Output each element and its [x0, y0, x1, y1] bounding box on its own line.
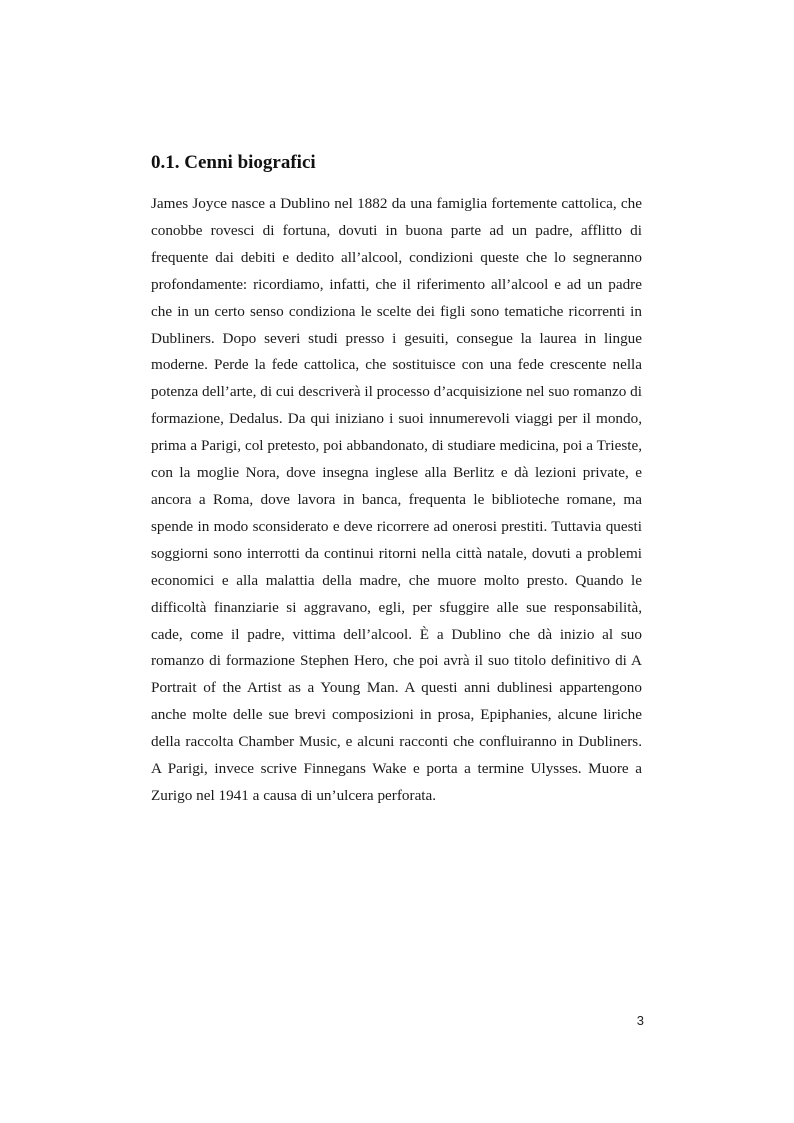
- biography-paragraph: James Joyce nasce a Dublino nel 1882 da una famiglia fortemente cattolica, che conobbe rovesci di fortuna, dovuti in buona parte ad un padre, afflitto di frequente dai debiti e dedito all’alcool, condizioni queste che lo segneranno profondamente: ricordiamo, infatti, che il riferimento all’alcool e ad un padre che in un certo senso condiziona le scelte dei figli sono tematiche ricorrenti in Dubliners. Dopo severi studi presso i gesuiti, consegue la laurea in lingue moderne. Perde la fede cattolica, che sostituisce con una fede crescente nella potenza dell’arte, di cui descriverà il processo d’acquisizione nel suo romanzo di formazione, Dedalus. Da qui iniziano i suoi innumerevoli viaggi per il mondo, prima a Parigi, col pretesto, poi abbandonato, di studiare medicina, poi a Trieste, con la moglie Nora, dove insegna inglese alla Berlitz e dà lezioni private, e ancora a Roma, dove lavora in banca, frequenta le biblioteche romane, ma spende in modo sconsiderato e deve ricorrere ad onerosi prestiti. Tuttavia questi soggiorni sono interrotti da continui ritorni nella città natale, dovuti a problemi economici e alla malattia della madre, che muore molto presto. Quando le difficoltà finanziarie si aggravano, egli, per sfuggire alle sue responsabilità, cade, come il padre, vittima dell’alcool. È a Dublino che dà inizio al suo romanzo di formazione Stephen Hero, che poi avrà il suo titolo definitivo di A Portrait of the Artist as a Young Man. A questi anni dublinesi appartengono anche molte delle sue brevi composizioni in prosa, Epiphanies, alcune liriche della raccolta Chamber Music, e alcuni racconti che confluiranno in Dubliners. A Parigi, invece scrive Finnegans Wake e porta a termine Ulysses. Muore a Zurigo nel 1941 a causa di un’ulcera perforata.: [151, 195, 642, 804]
- page-number: 3: [636, 1013, 644, 1028]
- section-heading: 0.1. Cenni biografici: [151, 152, 316, 173]
